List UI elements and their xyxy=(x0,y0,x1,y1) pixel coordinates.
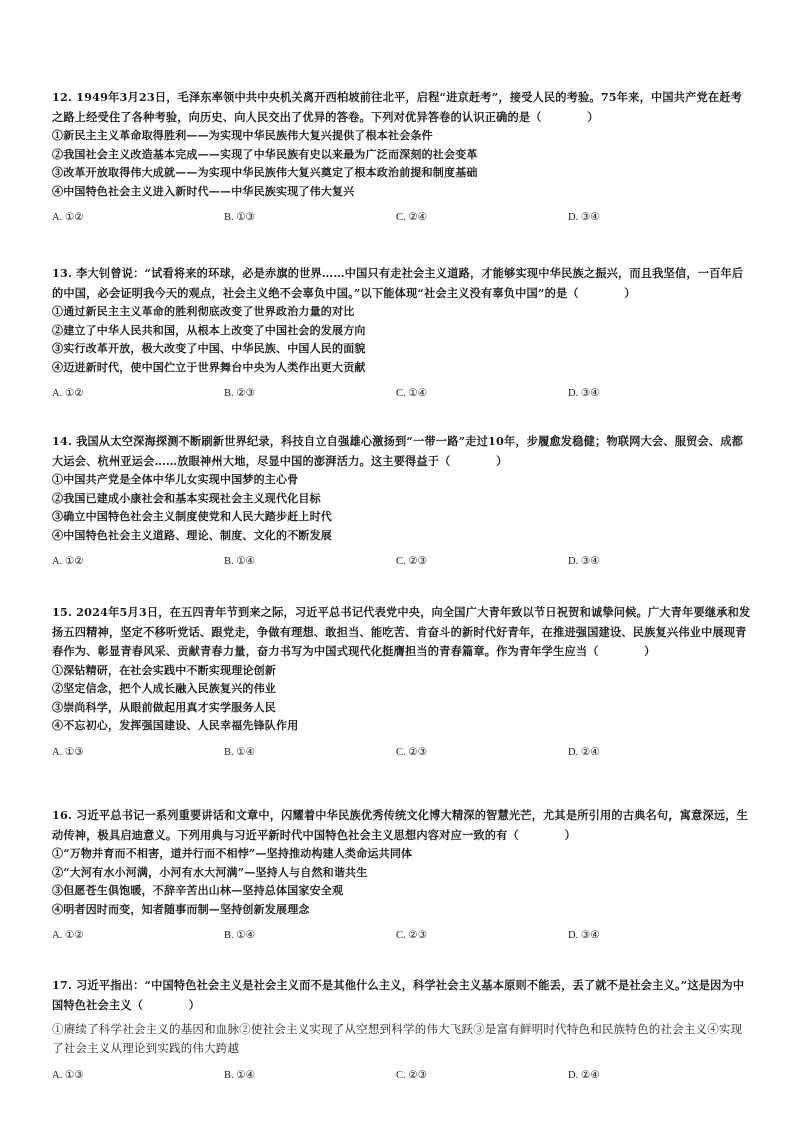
question-stem: 12. 1949年3月23日，毛泽东率领中共中央机关离开西柏坡前往北平，启程“进京赶考”，接受人民的考验。75年来，中国共产党在赶考之路上经受住了各种考验，向历史、向人民交出了优异的答卷。下列对优异答卷的认识正确的是（ ） xyxy=(52,90,743,124)
statement-2: ②“大河有水小河满，小河有水大河满”—坚持人与自然和谐共生 xyxy=(52,865,368,879)
option-d[interactable]: D. ③④ xyxy=(568,930,600,941)
option-d[interactable]: D. ②④ xyxy=(568,1070,600,1081)
option-a[interactable]: A. ①② xyxy=(52,388,84,399)
statement-1: ①深钻精研，在社会实践中不断实现理论创新 xyxy=(52,663,276,677)
statement-4: ④迈进新时代，使中国伫立于世界舞台中央为人类作出更大贡献 xyxy=(52,360,366,374)
statement-2: ②建立了中华人民共和国，从根本上改变了中国社会的发展方向 xyxy=(52,323,366,337)
option-a[interactable]: A. ①② xyxy=(52,556,84,567)
question-stem: 15. 2024年5月3日，在五四青年节到来之际，习近平总书记代表党中央，向全国广大青年致以节日祝贺和诚挚问候。广大青年要继承和发扬五四精神，坚定不移听党话、跟党走，争做有理想、敢担当、能吃苦、肯奋斗的新时代好青年，在推进强国建设、民族复兴伟业中展现青春作为、彰显青春风采、贡献青春力量，奋力书写为中国式现代化挺膺担当的青春篇章。作为青年学生应当（ ） xyxy=(52,605,751,658)
option-d[interactable]: D. ③④ xyxy=(568,212,600,223)
option-a[interactable]: A. ①② xyxy=(52,212,84,223)
statement-1: ①新民主主义革命取得胜利——为实现中华民族伟大复兴提供了根本社会条件 xyxy=(52,129,433,142)
option-a[interactable]: A. ①③ xyxy=(52,746,84,758)
statement-3: ③改革开放取得伟大成就——为实现中华民族伟大复兴奠定了根本政治前提和制度基础 xyxy=(52,166,478,179)
statement-3: ③确立中国特色社会主义制度使党和人民大踏步赶上时代 xyxy=(52,510,332,523)
option-c[interactable]: C. ②③ xyxy=(396,746,428,758)
statements: ①赓续了科学社会主义的基因和血脉②使社会主义实现了从空想到科学的伟大飞跃③是富有鲜明时代特色和民族特色的社会主义④实现了社会主义从理论到实践的伟大跨越 xyxy=(52,1024,743,1055)
question-stem: 17. 习近平指出：“中国特色社会主义是社会主义而不是其他什么主义，科学社会主义基本原则不能丢，丢了就不是社会主义。”这是因为中国特色社会主义（ ） xyxy=(52,978,745,1012)
statement-3: ③但愿苍生俱饱暖，不辞辛苦出山林—坚持总体国家安全观 xyxy=(52,884,344,897)
option-b[interactable]: B. ①④ xyxy=(224,746,256,758)
answer-options xyxy=(52,211,752,227)
statement-1: ①中国共产党是全体中华儿女实现中国梦的主心骨 xyxy=(52,473,299,486)
answer-options xyxy=(52,929,752,945)
statement-4: ④中国特色社会主义道路、理论、制度、文化的不断发展 xyxy=(52,528,332,542)
statement-4: ④明者因时而变，知者随事而制—坚持创新发展理念 xyxy=(52,902,310,916)
question-stem: 13. 李大钊曾说：“试看将来的环球，必是赤旗的世界……中国只有走社会主义道路，才能够实现中华民族之振兴，而且我坚信，一百年后的中国，必会证明我今天的观点，社会主义绝不会辜负中国。”以下能体现“社会主义没有辜负中国”的是（ ） xyxy=(52,266,744,300)
question-13 xyxy=(52,264,752,403)
option-d[interactable]: D. ③④ xyxy=(568,556,600,567)
statement-3: ③崇尚科学，从眼前做起用真才实学服务人民 xyxy=(52,700,276,714)
question-stem: 16. 习近平总书记一系列重要讲话和文章中，闪耀着中华民族优秀传统文化博大精深的智慧光芒，尤其是所引用的古典名句，寓意深远，生动传神，极具启迪意义。下列用典与习近平新时代中国特色社会主义思想内容对应一致的有（ ） xyxy=(52,808,749,842)
statement-1: ①“万物并育而不相害，道并行而不相悖”—坚持推动构建人类命运共同体 xyxy=(52,847,413,860)
option-a[interactable]: A. ①② xyxy=(52,930,84,941)
option-b[interactable]: B. ②③ xyxy=(224,388,256,399)
answer-options xyxy=(52,1069,752,1085)
option-d[interactable]: D. ③④ xyxy=(568,388,600,399)
option-c[interactable]: C. ②③ xyxy=(396,1070,428,1081)
statement-1: ①通过新民主主义革命的胜利彻底改变了世界政治力量的对比 xyxy=(52,305,355,318)
question-16 xyxy=(52,806,752,945)
answer-options xyxy=(52,746,752,762)
option-c[interactable]: C. ②④ xyxy=(396,212,428,223)
option-c[interactable]: C. ②③ xyxy=(396,556,428,567)
question-14 xyxy=(52,432,752,571)
option-b[interactable]: B. ①④ xyxy=(224,556,256,567)
option-c[interactable]: C. ①④ xyxy=(396,388,428,399)
option-b[interactable]: B. ①③ xyxy=(224,212,256,223)
option-b[interactable]: B. ①④ xyxy=(224,1070,256,1081)
question-17 xyxy=(52,976,752,1085)
option-b[interactable]: B. ①④ xyxy=(224,930,256,941)
answer-options xyxy=(52,387,752,403)
statement-2: ②我国已建成小康社会和基本实现社会主义现代化目标 xyxy=(52,491,321,505)
option-d[interactable]: D. ②④ xyxy=(568,746,600,758)
statement-2: ②我国社会主义改造基本完成——实现了中华民族有史以来最为广泛而深刻的社会变革 xyxy=(52,147,478,161)
option-a[interactable]: A. ①③ xyxy=(52,1070,84,1081)
question-15 xyxy=(52,603,752,762)
option-c[interactable]: C. ②③ xyxy=(396,930,428,941)
statement-2: ②坚定信念，把个人成长融入民族复兴的伟业 xyxy=(52,682,276,695)
statement-3: ③实行改革开放，极大改变了中国、中华民族、中国人民的面貌 xyxy=(52,342,366,355)
question-12 xyxy=(52,88,752,227)
statement-4: ④中国特色社会主义进入新时代——中华民族实现了伟大复兴 xyxy=(52,184,355,198)
question-stem: 14. 我国从太空深海探测不断刷新世界纪录，科技自立自强雄心激扬到“一带一路”走过10年，步履愈发稳健；物联网大会、服贸会、成都大运会、杭州亚运会……放眼神州大地，尽显中国的澎湃活力。这主要得益于（ ） xyxy=(52,434,744,468)
answer-options xyxy=(52,555,752,571)
statement-4: ④不忘初心，发挥强国建设、人民幸福先锋队作用 xyxy=(52,719,299,732)
